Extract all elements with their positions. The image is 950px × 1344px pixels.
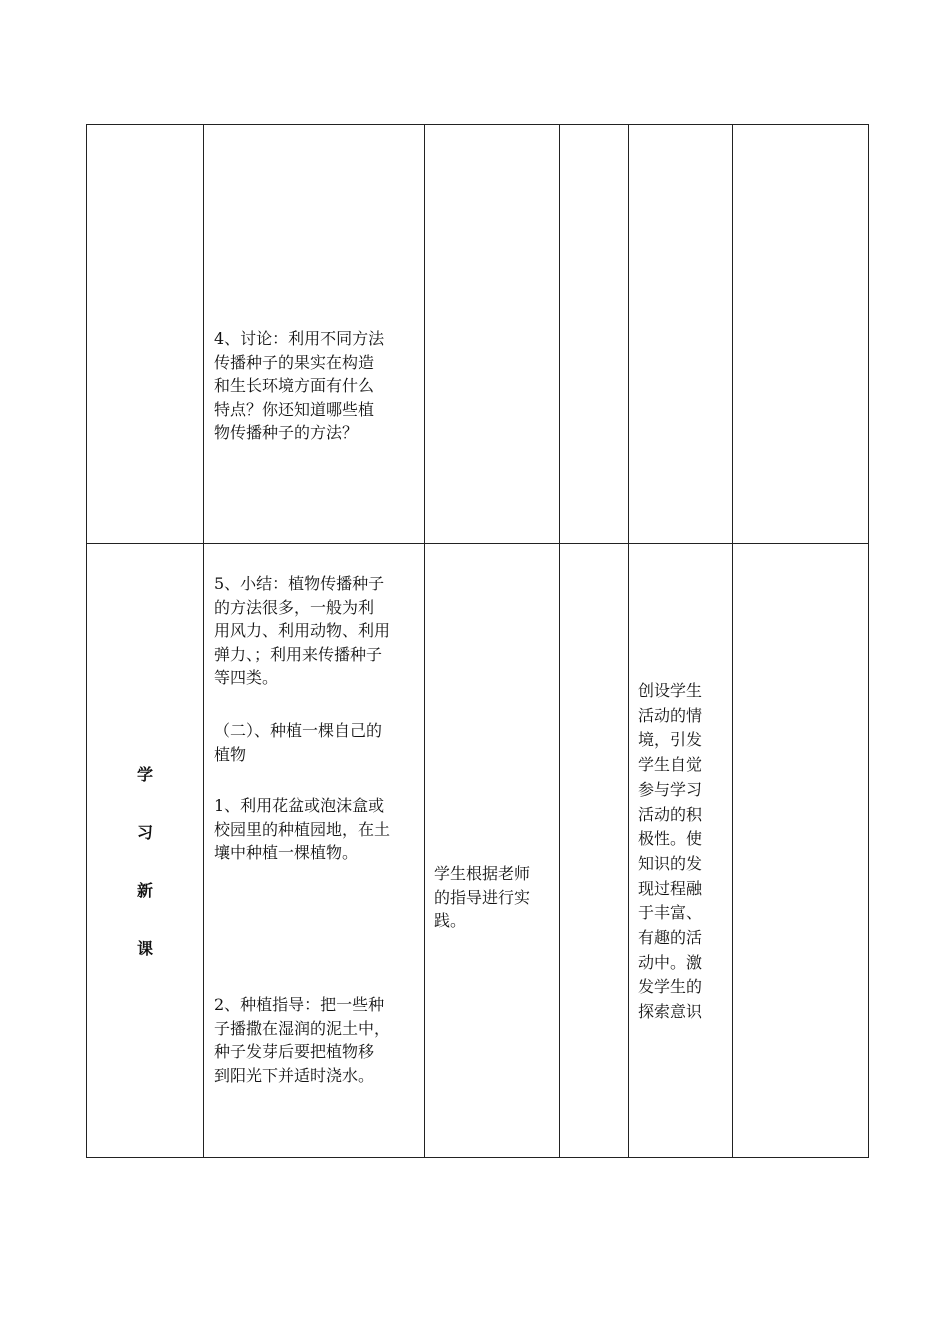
teacher-activity-cell <box>204 544 425 1158</box>
student-activity-cell <box>425 125 560 544</box>
teacher-activity-cell <box>204 125 425 544</box>
section-cell <box>87 544 204 1158</box>
lesson-plan-table <box>86 124 869 1158</box>
blank-cell <box>733 125 869 544</box>
planting-step-1-text: 1、利用花盆或泡沫盒或 校园里的种植园地，在土 壤中种植一棵植物。 <box>214 796 391 862</box>
section-label-char: 学 <box>136 765 153 784</box>
table-row <box>87 125 869 544</box>
design-intent-cell <box>629 544 733 1158</box>
section-cell <box>87 125 204 544</box>
section-label-char: 课 <box>136 939 153 958</box>
discussion-text: 4、讨论：利用不同方法 传播种子的果实在构造 和生长环境方面有什么 特点？你还知道哪些植 物传播种子的方法？ <box>214 329 385 442</box>
design-intent-text: 创设学生 活动的情 境，引发 学生自觉 参与学习 活动的积 极性。使 知识的发 现过程融 于丰富、 有趣的活 动中。激 发学生的 探索意识 <box>638 681 703 1022</box>
blank-cell <box>733 544 869 1158</box>
student-activity-cell <box>425 544 560 1158</box>
section-label-char: 新 <box>136 881 153 900</box>
design-intent-cell <box>629 125 733 544</box>
summary-text: 5、小结：植物传播种子 的方法很多，一般为利 用风力、利用动物、利用 弹力、；利用来传播种子 等四类。 <box>214 574 391 687</box>
planting-step-2-text: 2、种植指导：把一些种 子播撒在湿润的泥土中， 种子发芽后要把植物移 到阳光下并适时浇水。 <box>214 995 391 1085</box>
blank-cell <box>560 125 629 544</box>
section-label-char: 习 <box>136 823 153 842</box>
student-activity-text: 学生根据老师 的指导进行实 践。 <box>434 864 531 930</box>
table-row <box>87 544 869 1158</box>
planting-heading-text: （二）、种植一棵自己的 植物 <box>214 721 383 764</box>
blank-cell <box>560 544 629 1158</box>
